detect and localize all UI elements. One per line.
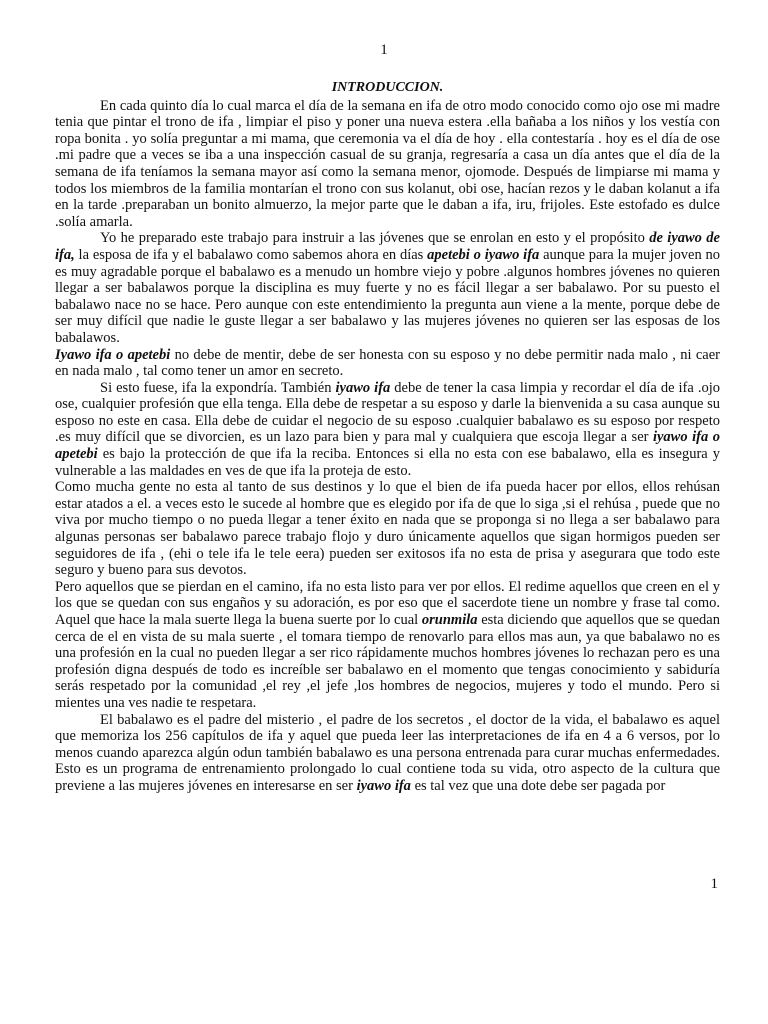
- emphasis-term: orunmila: [421, 612, 478, 628]
- paragraph: [55, 712, 720, 795]
- text-span: En cada quinto día lo cual marca el día de la semana en ifa de otro modo conocido como ojo ose mi madre tenia que pintar el trono de ifa , limpiar el piso y poner una nueva estera .ella bañaba a los niños y los vestía con ropa bonita . yo solía preguntar a mi mama, que ceremonia va el día de hoy . ella contestaría . hoy es el día de ose .mi padre que a veces se iba a una inspección casual de su granja, regresaría a casa un día antes que el día de la semana de ifa teníamos la semana mayor así como la semana menor, ojomode. Después de limpiarse mi mama y todos los miembros de la familia montarían el trono con sus kolanut, obi ose, hacían rezos y le daban kolanut a ifa en la tarde .preparaban un bonito almuerzo, la mejor parte que le daban a ifa, iru, frijoles. Este estofado es dulce .solía amarla.: [55, 97, 720, 230]
- text-span: es tal vez que una dote debe ser pagada por: [410, 777, 666, 794]
- emphasis-term: apetebi o iyawo ifa: [427, 246, 540, 263]
- text-span: aunque para la mujer joven no es muy agradable porque el babalawo es a menudo un hombre viejo y pobre .algunos hombres jóvenes no quieren llegar a ser babalawos porque la disciplina es muy fuerte y no es fácil llegar a ser babalawo. Por su puesto el babalawo nace no se hace. Pero aunque con este entendimiento la pregunta aun viene a la mente, porque debe de ser muy difícil que nadie le guste llegar a ser babalawo y las mujeres jóvenes no quieren ser las esposas de los babalawos.: [55, 246, 721, 346]
- paragraph: [55, 98, 720, 231]
- document-title: INTRODUCCION.: [331, 80, 444, 95]
- text-span: Si esto fuese, ifa la expondría. También: [100, 379, 336, 396]
- paragraph: [55, 347, 720, 380]
- paragraph: [55, 479, 720, 579]
- emphasis-term: Iyawo ifa o apetebi: [55, 346, 171, 363]
- paragraph: [55, 230, 720, 346]
- emphasis-term: iyawo ifa: [356, 777, 411, 794]
- page-number-top: 1: [380, 42, 388, 58]
- text-span: esta diciendo que aquellos que se quedan cerca de el en vista de su mala suerte , el tomara tiempo de renovarlo para ellos mas aun, ya que babalawo no es una profesión en la cual no pueden llegar a ser rico rápidamente muchos hombres jóvenes lo rechazan pero es una profesión digna después de todo es increíble ser babalawo en el momento que tengas conocimiento y sabiduría serás respetado por la comunidad ,el rey ,el jefe ,los hombres de negocios, mujeres y todo el mundo. Pero si mientes una ves nadie te respetara.: [55, 612, 720, 711]
- text-span: debe de tener la casa limpia y recordar el día de ifa .ojo ose, cualquier profesión que ella tenga. Ella debe de respetar a su esposo y darle la bienvenida a su casa aunque su esposo no este en casa. Ella debe de cuidar el negocio de su esposo .cualquier babalawo es su esposo por respeto .es muy difícil que se divorcien, es un lazo para bien y para mal y cualquiera que escoja llegar a ser: [55, 379, 721, 446]
- text-span: no debe de mentir, debe de ser honesta con su esposo y no debe permitir nada malo , ni caer en nada malo , tal como tener un amor en secreto.: [55, 346, 720, 380]
- text-span: la esposa de ifa y el babalawo como sabemos ahora en días: [74, 246, 428, 263]
- text-span: El babalawo es el padre del misterio , el padre de los secretos , el doctor de la vida, el babalawo es aquel que memoriza los 256 capítulos de ifa y aquel que pueda leer las interpretaciones de ifa en 4 a 6 versos, por lo menos cuando aparezca algún odun también babalawo es una persona entrenada para curar muchas enfermedades. Esto es un programa de entrenamiento prolongado lo cual contiene toda su vida, otro aspecto de la cultura que previene a las mujeres jóvenes en interesarse en ser: [55, 711, 720, 794]
- emphasis-term: iyawo ifa o apetebi: [55, 429, 720, 463]
- emphasis-term: de iyawo de ifa,: [55, 230, 720, 263]
- paragraph: [55, 579, 720, 712]
- document-body: [55, 80, 720, 795]
- text-span: es bajo la protección de que ifa la reciba. Entonces si ella no esta con ese babalawo, ella es insegura y vulnerable a las maldades en ves de que ifa la proteja de esto.: [55, 446, 720, 479]
- text-span: Yo he preparado este trabajo para instruir a las jóvenes que se enrolan en esto y el propósito: [100, 230, 650, 247]
- text-span: Como mucha gente no esta al tanto de sus destinos y lo que el bien de ifa pueda hacer por ellos, ellos rehúsan estar atados a el. a veces esto le sucede al hombre que es elegido por ifa de que lo siga ,si el rehúsa , puede que no viva por mucho tiempo o no pueda llegar a tener éxito en nada que se proponga si no llega a ser babalawo para algunas personas ser babalawo parece trabajo flojo y duro únicamente aquellos que sigan hormigos pueden ser seguidores de ifa , (ehi o tele ifa le tele eera) pueden ser exitosos ifa no esta de prisa y asegurara que todo este seguro y bueno para sus devotos.: [55, 479, 720, 579]
- paragraph: [55, 380, 720, 480]
- emphasis-term: iyawo ifa: [335, 379, 391, 396]
- text-span: Pero aquellos que se pierdan en el camino, ifa no esta listo para ver por ellos. El redime aquellos que creen en el y los que se quedan con sus engaños y su adoración, es por eso que el sacerdote tiene un nombre y frase tal como. Aquel que hace la mala suerte llega la buena suerte por lo cual: [55, 578, 720, 628]
- page-number-bottom: 1: [710, 876, 718, 892]
